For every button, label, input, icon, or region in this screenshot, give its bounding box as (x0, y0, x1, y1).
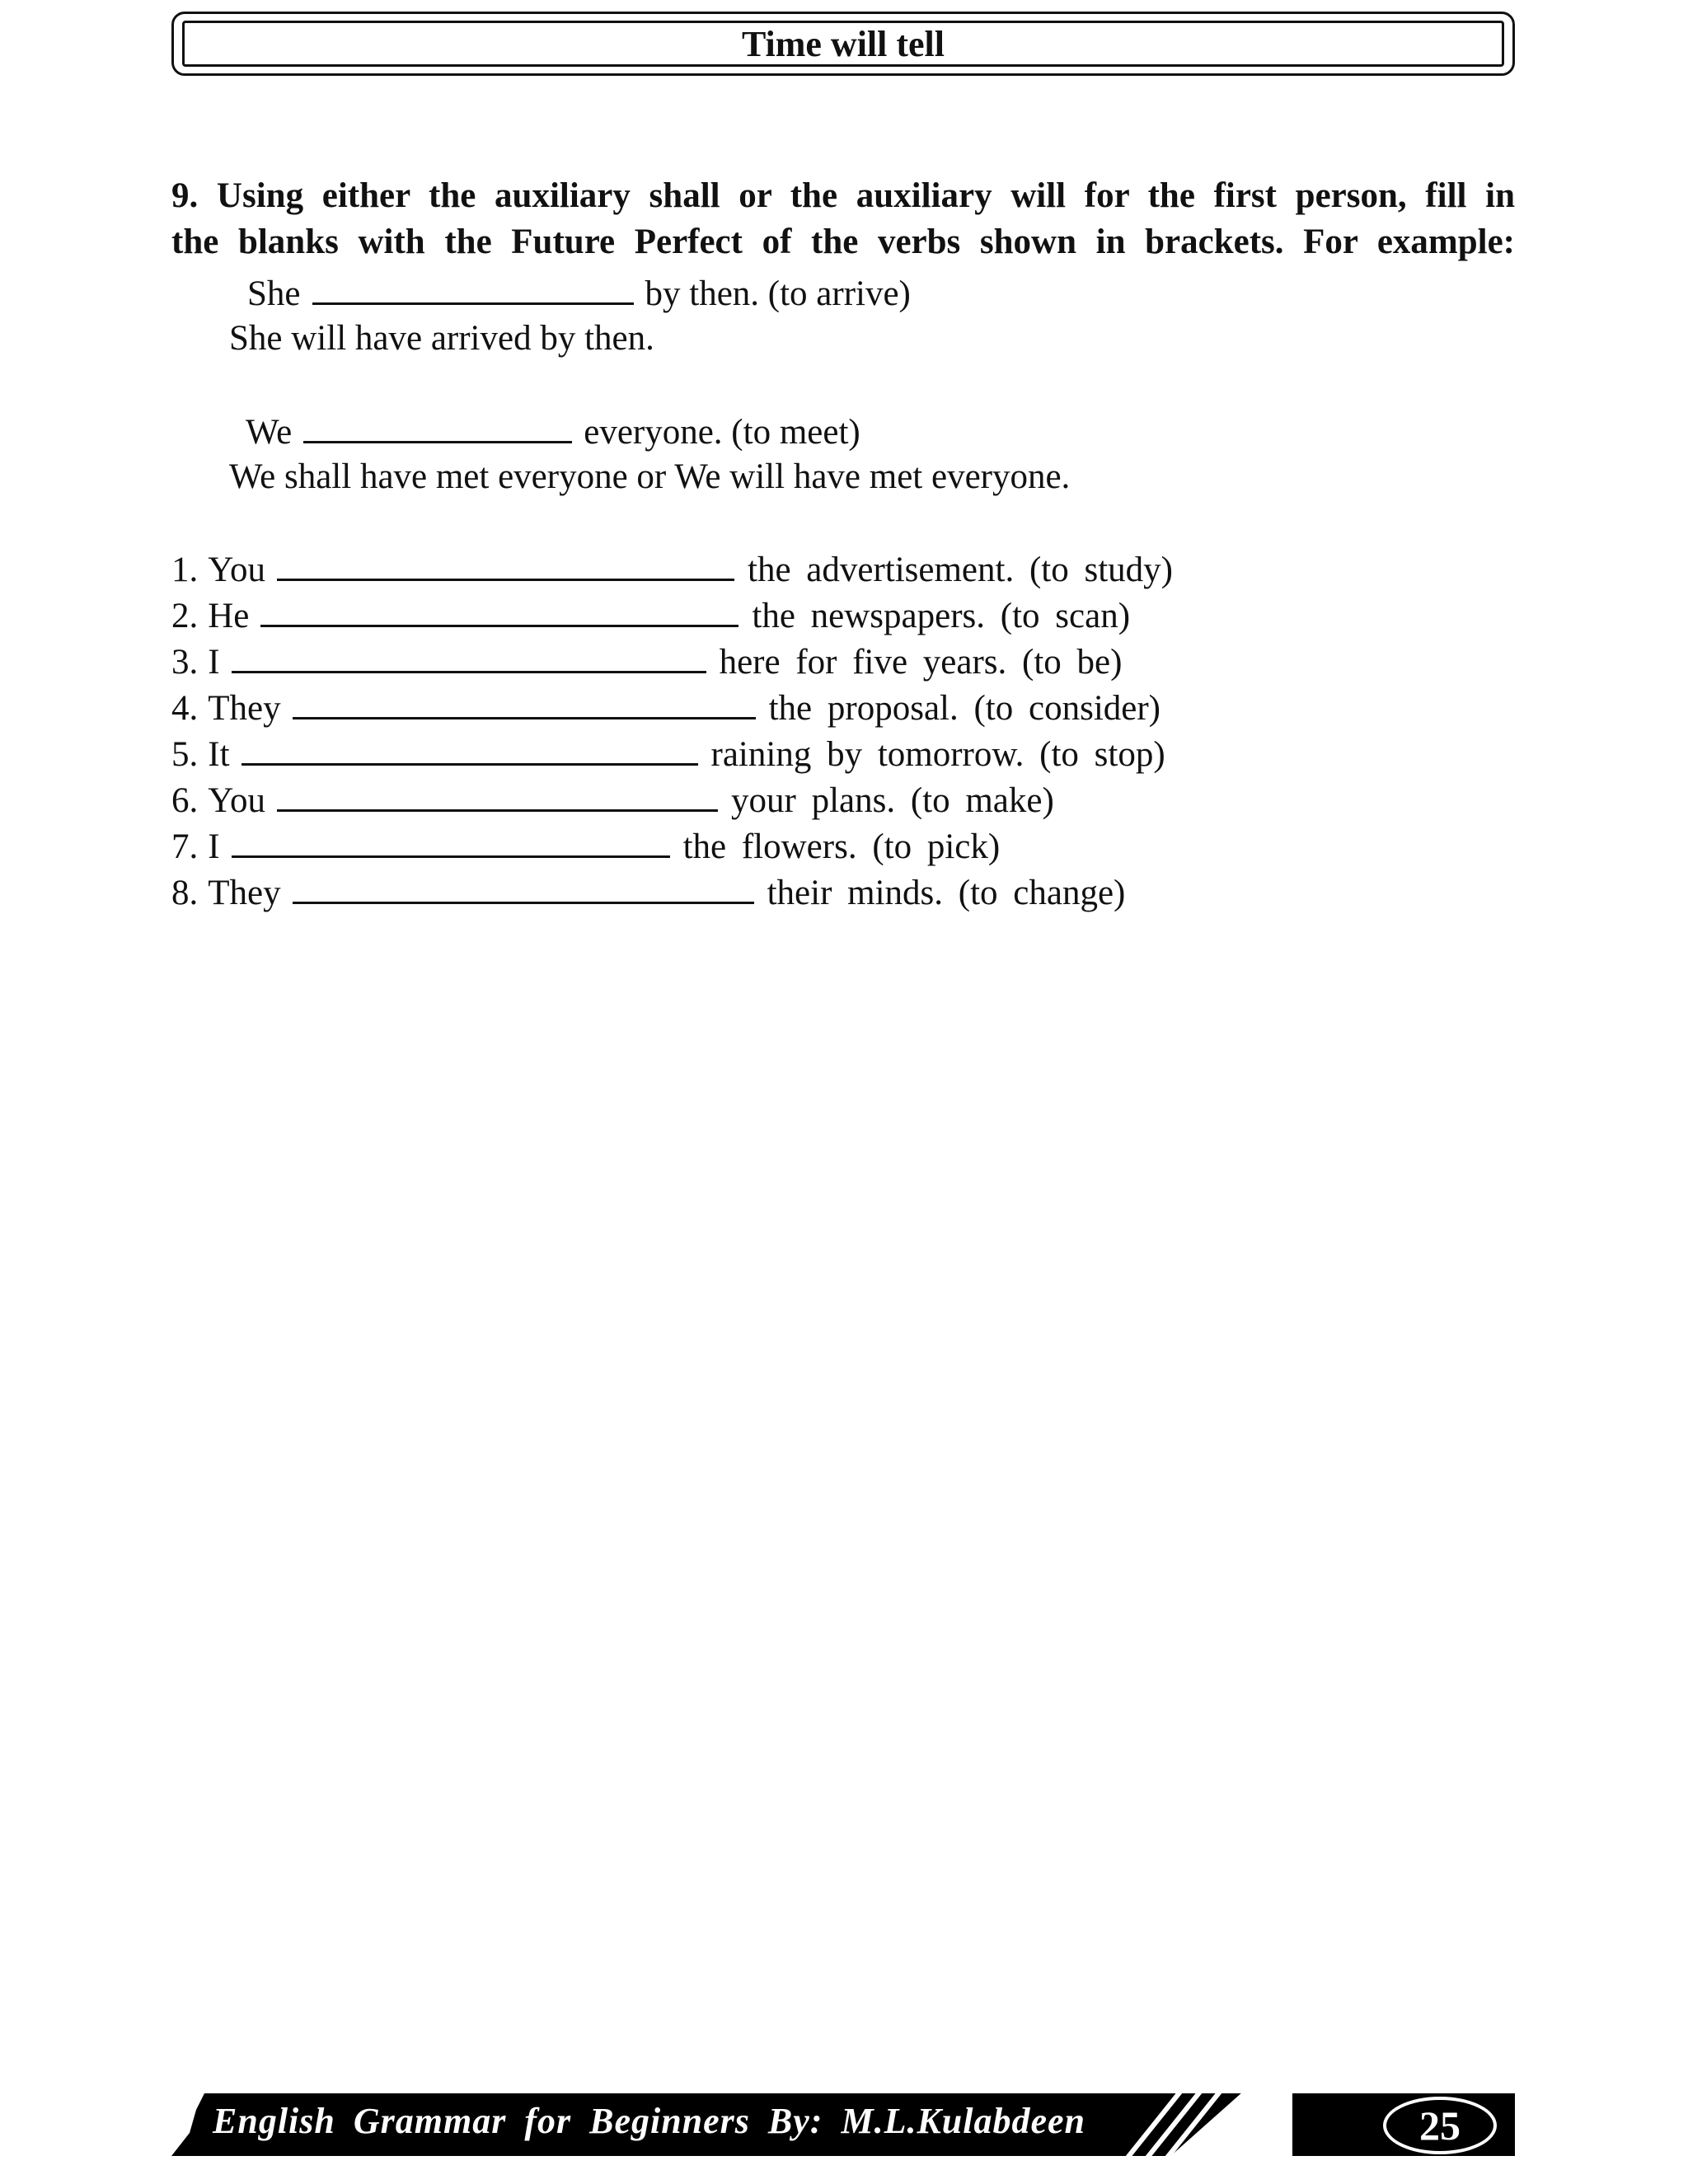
example-1-answer: She will have arrived by then. (229, 319, 654, 358)
example-1-rest: by then. (to arrive) (645, 274, 911, 313)
example-2-answer: We shall have met everyone or We will have met everyone. (229, 457, 1071, 496)
example-2-blank (303, 408, 572, 443)
item-subject: You (208, 781, 265, 820)
list-item (171, 776, 1173, 823)
item-subject: I (208, 643, 220, 682)
slash-decoration-icon (1078, 2092, 1292, 2158)
list-item (171, 592, 1173, 638)
example-2-prompt (246, 408, 860, 456)
item-number: 5. (171, 735, 199, 774)
exercise-list (171, 546, 1173, 915)
answer-blank[interactable] (293, 869, 754, 904)
list-item (171, 638, 1173, 684)
item-number: 7. (171, 827, 199, 866)
item-number: 3. (171, 643, 199, 682)
example-2-subject: We (246, 413, 293, 452)
item-rest: the advertisement. (to study) (748, 551, 1173, 589)
instruction-line-1: 9. Using either the auxiliary shall or the auxiliary will for the first person, fill in (171, 176, 1515, 215)
list-item (171, 869, 1173, 915)
item-number: 6. (171, 781, 199, 820)
example-2-rest: everyone. (to meet) (584, 413, 860, 452)
page-number: 25 (1383, 2097, 1497, 2154)
exercise-instruction (171, 173, 1515, 265)
list-item (171, 823, 1173, 869)
example-1-blank (312, 269, 634, 305)
example-1-subject: She (247, 274, 301, 313)
item-subject: They (208, 689, 281, 728)
answer-blank[interactable] (277, 546, 734, 581)
item-subject: You (208, 551, 265, 589)
item-rest: their minds. (to change) (767, 874, 1126, 912)
answer-blank[interactable] (277, 776, 718, 812)
page-header (171, 12, 1515, 76)
example-1-prompt (247, 269, 911, 317)
item-number: 4. (171, 689, 199, 728)
page-footer (171, 2093, 1515, 2158)
item-subject: It (208, 735, 230, 774)
item-rest: raining by tomorrow. (to stop) (710, 735, 1165, 774)
answer-blank[interactable] (241, 730, 698, 766)
answer-blank[interactable] (293, 684, 756, 719)
item-number: 8. (171, 874, 199, 912)
item-rest: the proposal. (to consider) (768, 689, 1160, 728)
answer-blank[interactable] (232, 638, 706, 673)
answer-blank[interactable] (260, 592, 738, 627)
item-number: 1. (171, 551, 199, 589)
footer-book-title: English Grammar for Beginners By: M.L.Kulabdeen (213, 2101, 1086, 2141)
item-number: 2. (171, 597, 199, 635)
page-title: Time will tell (182, 21, 1504, 67)
list-item (171, 730, 1173, 776)
instruction-line-2: the blanks with the Future Perfect of the verbs shown in brackets. For example: (171, 223, 1515, 261)
item-rest: your plans. (to make) (731, 781, 1054, 820)
item-subject: He (208, 597, 250, 635)
item-rest: the flowers. (to pick) (682, 827, 1001, 866)
item-subject: They (208, 874, 281, 912)
list-item (171, 684, 1173, 730)
item-rest: the newspapers. (to scan) (752, 597, 1131, 635)
item-rest: here for five years. (to be) (719, 643, 1123, 682)
answer-blank[interactable] (232, 823, 670, 858)
list-item (171, 546, 1173, 592)
item-subject: I (208, 827, 220, 866)
